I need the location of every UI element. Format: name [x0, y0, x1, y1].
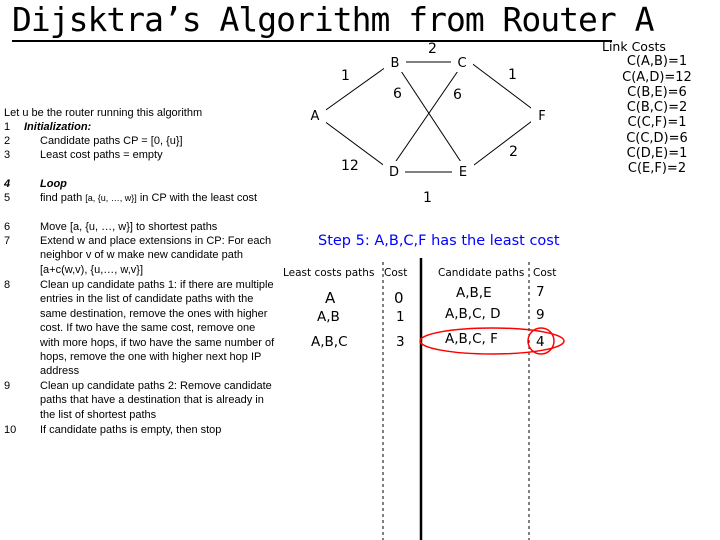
link-cost-item: C(B,E)=6	[627, 84, 687, 100]
least-costs-header: Least costs paths	[283, 267, 375, 279]
line-number: 9	[4, 380, 11, 392]
line-number: 7	[4, 235, 11, 247]
line-number: 1	[4, 121, 11, 133]
least-path-cell: A	[325, 289, 336, 307]
least-cost-column-header: Cost	[384, 267, 408, 279]
line-text: Loop	[40, 178, 67, 190]
line-text-rest: in CP with the least cost	[136, 192, 258, 204]
candidate-cost-cell: 4	[536, 334, 545, 350]
link-cost-item: C(B,C)=2	[626, 100, 688, 116]
edge-label-cf: 1	[508, 67, 517, 83]
algorithm-intro-text: Let u be the router running this algorithm	[4, 107, 203, 119]
least-cost-cell: 0	[394, 289, 404, 307]
line-text: Clean up candidate paths 2: Remove candidate paths that have a destination that is already in the list of shortest paths	[40, 380, 272, 421]
node-b-label: B	[390, 56, 400, 71]
node-e-label: E	[458, 165, 468, 180]
least-path-cell: A,B,C	[311, 334, 348, 350]
candidate-paths-header: Candidate paths	[438, 267, 525, 279]
candidate-cost-column-header: Cost	[533, 267, 557, 279]
slide-title: Dijsktra’s Algorithm from Router A	[12, 0, 654, 39]
edge-label-ad: 12	[341, 158, 359, 174]
line-text: If candidate paths is empty, then stop	[40, 424, 222, 436]
edge-label-cd: 6	[453, 87, 462, 103]
node-f-label: F	[538, 109, 546, 124]
line-text-part: find path	[40, 192, 86, 204]
link-cost-item: C(E,F)=2	[627, 161, 687, 177]
line-number: 5	[4, 192, 11, 204]
line-number: 8	[4, 279, 11, 291]
candidate-cost-cell: 9	[536, 307, 545, 323]
line-number: 6	[4, 221, 11, 233]
link-cost-item: C(A,D)=12	[622, 69, 692, 85]
least-cost-cell: 1	[396, 309, 405, 325]
line-text: Clean up candidate paths 1: if there are multiple entries in the list of candidate paths with the same destination, remove the ones with higher cost. If two have the same cost, remove one with more hops, if two have the same number of hops, remove the one with higher next hop IP address	[40, 279, 275, 378]
edge-label-ef: 2	[509, 144, 518, 160]
node-a-label: A	[310, 109, 320, 124]
edge-label-bc: 2	[428, 41, 437, 57]
candidate-cost-cell: 7	[536, 284, 545, 300]
edge-label-de: 1	[423, 190, 432, 206]
line-number: 2	[4, 135, 11, 147]
link-cost-item: C(D,E)=1	[626, 146, 688, 162]
least-path-cell: A,B	[317, 309, 340, 325]
line-number: 10	[4, 424, 17, 436]
link-cost-item: C(C,D)=6	[626, 130, 688, 146]
line-text-small: [a, {u, …, w}]	[85, 193, 137, 203]
line-text: Move [a, {u, …, w}] to shortest paths	[40, 221, 218, 233]
line-text: Extend w and place extensions in CP: For each neighbor v of w make new candidate path [a+c(w,v), {u,…, w,v}]	[40, 235, 272, 276]
candidate-path-cell: A,B,E	[456, 285, 492, 301]
least-cost-cell: 3	[396, 334, 405, 350]
link-cost-item: C(C,F)=1	[627, 115, 687, 131]
step-caption: Step 5: A,B,C,F has the least cost	[318, 233, 560, 249]
edge-label-be: 6	[393, 86, 402, 102]
edge-label-ab: 1	[341, 68, 350, 84]
node-d-label: D	[388, 165, 400, 180]
line-number: 4	[4, 178, 11, 190]
node-c-label: C	[457, 56, 467, 71]
candidate-path-cell: A,B,C, F	[445, 331, 498, 347]
link-cost-item: C(A,B)=1	[626, 54, 688, 70]
line-text: Initialization:	[24, 121, 92, 133]
candidate-path-cell: A,B,C, D	[445, 306, 501, 322]
link-costs-heading: Link Costs	[602, 39, 666, 54]
line-text: Least cost paths = empty	[40, 149, 163, 161]
line-text: Candidate paths CP = [0, {u}]	[40, 135, 183, 147]
line-number: 3	[4, 149, 11, 161]
table-grid	[383, 262, 529, 540]
